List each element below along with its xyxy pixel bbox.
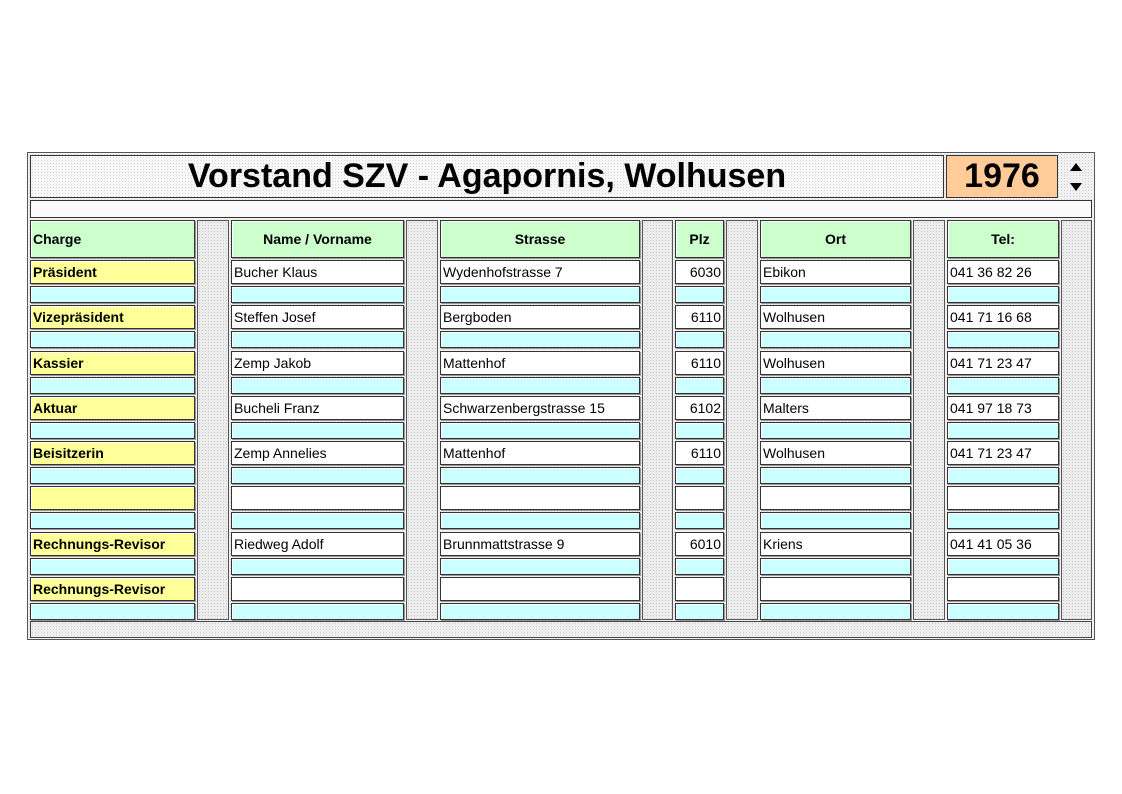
name-cell-sub[interactable] <box>231 603 404 620</box>
plz-cell-sub[interactable] <box>675 603 724 620</box>
strasse-cell-sub[interactable] <box>440 467 640 484</box>
plz-cell[interactable]: 6030 <box>675 260 724 284</box>
charge-cell-sub[interactable] <box>30 286 195 303</box>
charge-cell[interactable]: Rechnungs-Revisor <box>30 532 195 556</box>
ort-cell[interactable] <box>760 577 911 601</box>
tel-cell[interactable]: 041 71 23 47 <box>947 441 1059 465</box>
ort-cell-sub[interactable] <box>760 467 911 484</box>
name-cell[interactable]: Bucheli Franz <box>231 396 404 420</box>
tel-cell-sub[interactable] <box>947 286 1059 303</box>
tel-cell[interactable] <box>947 486 1059 510</box>
charge-cell[interactable]: Vizepräsident <box>30 305 195 329</box>
name-cell[interactable]: Riedweg Adolf <box>231 532 404 556</box>
year-spinner[interactable] <box>1062 155 1090 198</box>
charge-cell[interactable]: Rechnungs-Revisor <box>30 577 195 601</box>
header-name: Name / Vorname <box>231 220 404 258</box>
tel-cell-sub[interactable] <box>947 467 1059 484</box>
name-cell-sub[interactable] <box>231 286 404 303</box>
charge-cell-sub[interactable] <box>30 603 195 620</box>
name-cell[interactable]: Bucher Klaus <box>231 260 404 284</box>
ort-cell-sub[interactable] <box>760 331 911 348</box>
page-title: Vorstand SZV - Agapornis, Wolhusen <box>30 155 944 198</box>
header-plz: Plz <box>675 220 724 258</box>
name-cell-sub[interactable] <box>231 422 404 439</box>
strasse-cell[interactable]: Schwarzenbergstrasse 15 <box>440 396 640 420</box>
ort-cell[interactable]: Wolhusen <box>760 305 911 329</box>
strasse-cell[interactable] <box>440 577 640 601</box>
tel-cell[interactable]: 041 41 05 36 <box>947 532 1059 556</box>
tel-cell[interactable] <box>947 577 1059 601</box>
charge-cell-sub[interactable] <box>30 422 195 439</box>
plz-cell[interactable] <box>675 486 724 510</box>
tel-cell[interactable]: 041 97 18 73 <box>947 396 1059 420</box>
plz-cell-sub[interactable] <box>675 331 724 348</box>
strasse-cell[interactable]: Mattenhof <box>440 441 640 465</box>
name-cell[interactable] <box>231 577 404 601</box>
name-cell[interactable] <box>231 486 404 510</box>
header-spacer-strip <box>30 200 1092 218</box>
name-cell-sub[interactable] <box>231 467 404 484</box>
ort-cell-sub[interactable] <box>760 422 911 439</box>
strasse-cell[interactable]: Brunnmattstrasse 9 <box>440 532 640 556</box>
year-field[interactable]: 1976 <box>946 155 1058 198</box>
ort-cell[interactable]: Kriens <box>760 532 911 556</box>
tel-cell[interactable]: 041 71 23 47 <box>947 351 1059 375</box>
column-gap <box>642 220 673 620</box>
charge-cell[interactable] <box>30 486 195 510</box>
ort-cell[interactable]: Wolhusen <box>760 441 911 465</box>
column-gap <box>197 220 229 620</box>
plz-cell-sub[interactable] <box>675 286 724 303</box>
plz-cell[interactable]: 6010 <box>675 532 724 556</box>
header-ort: Ort <box>760 220 911 258</box>
strasse-cell[interactable] <box>440 486 640 510</box>
column-gap <box>726 220 758 620</box>
name-cell[interactable]: Zemp Annelies <box>231 441 404 465</box>
plz-cell[interactable]: 6110 <box>675 351 724 375</box>
arrow-up-icon[interactable] <box>1070 163 1082 171</box>
strasse-cell-sub[interactable] <box>440 331 640 348</box>
header-tel: Tel: <box>947 220 1059 258</box>
tel-cell-sub[interactable] <box>947 512 1059 529</box>
tel-cell[interactable]: 041 36 82 26 <box>947 260 1059 284</box>
strasse-cell-sub[interactable] <box>440 558 640 575</box>
ort-cell[interactable]: Malters <box>760 396 911 420</box>
ort-cell-sub[interactable] <box>760 377 911 394</box>
charge-cell-sub[interactable] <box>30 467 195 484</box>
column-gap <box>913 220 945 620</box>
charge-cell[interactable]: Kassier <box>30 351 195 375</box>
plz-cell[interactable]: 6110 <box>675 441 724 465</box>
strasse-cell-sub[interactable] <box>440 286 640 303</box>
ort-cell[interactable]: Wolhusen <box>760 351 911 375</box>
footer-strip <box>30 621 1092 638</box>
strasse-cell-sub[interactable] <box>440 377 640 394</box>
plz-cell-sub[interactable] <box>675 467 724 484</box>
tel-cell-sub[interactable] <box>947 558 1059 575</box>
name-cell-sub[interactable] <box>231 377 404 394</box>
ort-cell-sub[interactable] <box>760 558 911 575</box>
name-cell-sub[interactable] <box>231 558 404 575</box>
ort-cell-sub[interactable] <box>760 286 911 303</box>
header-charge: Charge <box>30 220 195 258</box>
charge-cell-sub[interactable] <box>30 512 195 529</box>
plz-cell[interactable]: 6102 <box>675 396 724 420</box>
ort-cell[interactable] <box>760 486 911 510</box>
name-cell[interactable]: Zemp Jakob <box>231 351 404 375</box>
tel-cell-sub[interactable] <box>947 422 1059 439</box>
charge-cell-sub[interactable] <box>30 377 195 394</box>
strasse-cell-sub[interactable] <box>440 603 640 620</box>
strasse-cell-sub[interactable] <box>440 512 640 529</box>
charge-cell-sub[interactable] <box>30 331 195 348</box>
column-gap <box>1061 220 1092 620</box>
ort-cell-sub[interactable] <box>760 512 911 529</box>
plz-cell[interactable] <box>675 577 724 601</box>
strasse-cell[interactable]: Bergboden <box>440 305 640 329</box>
header-strasse: Strasse <box>440 220 640 258</box>
plz-cell-sub[interactable] <box>675 377 724 394</box>
ort-cell-sub[interactable] <box>760 603 911 620</box>
plz-cell-sub[interactable] <box>675 558 724 575</box>
ort-cell[interactable]: Ebikon <box>760 260 911 284</box>
tel-cell-sub[interactable] <box>947 331 1059 348</box>
column-gap <box>406 220 438 620</box>
strasse-cell[interactable]: Mattenhof <box>440 351 640 375</box>
name-cell-sub[interactable] <box>231 331 404 348</box>
charge-cell[interactable]: Aktuar <box>30 396 195 420</box>
plz-cell-sub[interactable] <box>675 512 724 529</box>
tel-cell[interactable]: 041 71 16 68 <box>947 305 1059 329</box>
name-cell[interactable]: Steffen Josef <box>231 305 404 329</box>
strasse-cell-sub[interactable] <box>440 422 640 439</box>
arrow-down-icon[interactable] <box>1070 183 1082 191</box>
tel-cell-sub[interactable] <box>947 603 1059 620</box>
tel-cell-sub[interactable] <box>947 377 1059 394</box>
plz-cell-sub[interactable] <box>675 422 724 439</box>
plz-cell[interactable]: 6110 <box>675 305 724 329</box>
charge-cell[interactable]: Präsident <box>30 260 195 284</box>
strasse-cell[interactable]: Wydenhofstrasse 7 <box>440 260 640 284</box>
charge-cell[interactable]: Beisitzerin <box>30 441 195 465</box>
charge-cell-sub[interactable] <box>30 558 195 575</box>
name-cell-sub[interactable] <box>231 512 404 529</box>
